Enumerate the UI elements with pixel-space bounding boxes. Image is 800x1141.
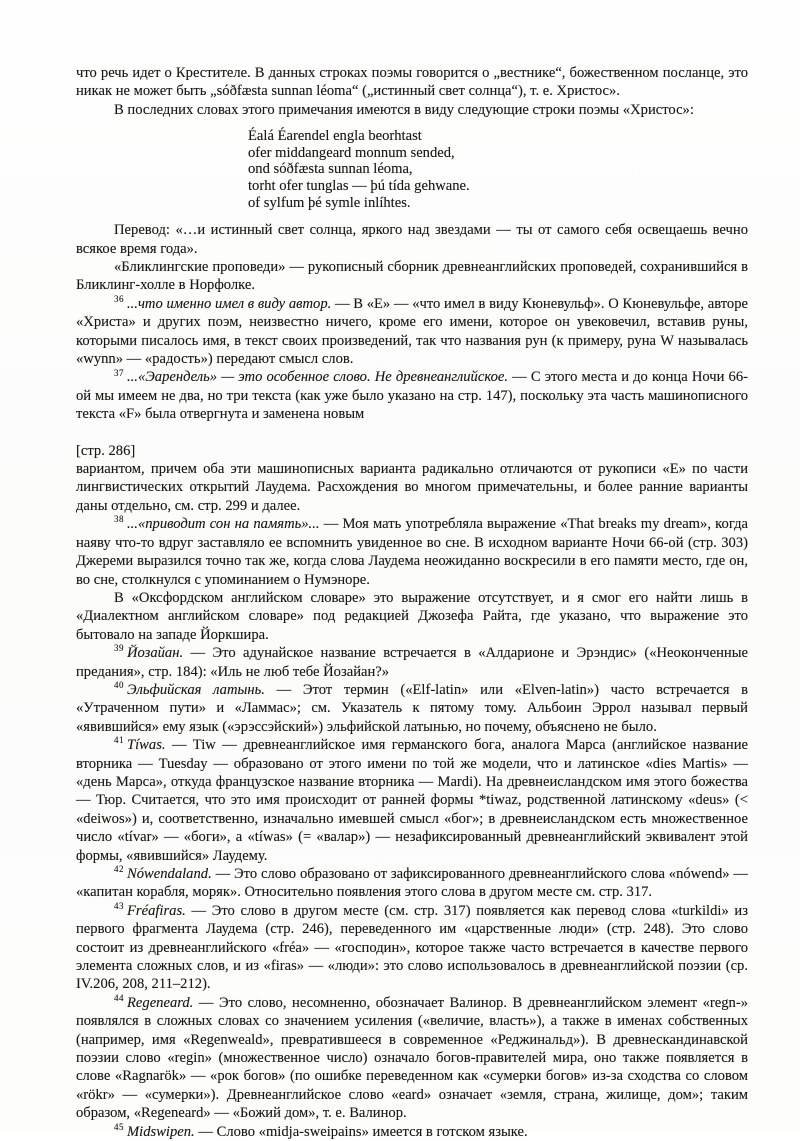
footnote-number: 41	[114, 735, 124, 746]
poem-line: of sylfum þé symle inlíhtes.	[248, 194, 411, 211]
body-paragraph	[76, 221, 748, 258]
text-segment: — Tiw — древнеанглийское имя германского бога, аналога Марса (английское название вторника — Tuesday — образовано от этого имени по той же модели, что и латинское «dies Martis» — «день Марса», откуда французское название вторника — Mardi). На древнеисландском имя этого божества — Тюр. Считается, что это имя происходит от ранней формы *tiwaz, родственной латинскому «deus» (< «deiwos») и, соответственно, изначально имевшей смысл «бог»; в древнеисландском есть множественное число «tívar» — «боги», а «tíwas» (= «валар») — незафиксированный древнеанглийский эквивалент этой формы, «явившийся» Лаудему.	[76, 737, 748, 864]
text-segment: В «Оксфордском английском словаре» это выражение отсутствует, и я смог его найти лишь в «Диалектном английском словаре» под редакцией Джозефа Райта, где указано, что выражение это бытовало на западе Йоркшира.	[76, 589, 748, 643]
text-segment: Эльфийская латынь.	[127, 681, 265, 698]
text-segment: — Моя мать употребляла выражение «That breaks my dream», когда наяву что-то вдруг заставляло ее вспомнить увиденное во сне. В исходном варианте Ночи 66-ой (стр. 303) Джереми выразился точно так же, когда слова Лаудема неожиданно воскресили в его памяти место, где он, во сне, столкнулся с упоминанием о Нумэноре.	[76, 516, 748, 588]
text-segment: Tíwas.	[127, 737, 166, 754]
poem-line: ofer middangeard monnum sended,	[248, 144, 455, 161]
footnote-number: 44	[114, 992, 124, 1003]
text-segment: — Это слово, несомненно, обозначает Валинор. В древнеанглийском элемент «regn-» появлялся в сложных словах со значением усиления («величие, власть»), а также в именах собственных (например, имя «Regenweald», превратившееся в современное «Реджинальд»). В древнескандинавской поэзии слово «regin» (множественное число) означало богов-правителей мира, оно также появляется в слове «Ragnarök» — «рок богов» (по ошибке переведенном как «сумерки богов» из-за сходства со словом «rökr» — «сумерки»). Древнеанглийское слово «eard» означает «земля, страна, жилище, дом»; таким образом, «Regeneard» — «Божий дом», т. е. Валинор.	[76, 994, 748, 1122]
text-segment: ...«приводит сон на память»...	[127, 516, 320, 533]
text-segment: «Бликлингские проповеди» — рукописный сборник древнеанглийских проповедей, сохранившийся в Бликлинг-холле в Норфолке.	[76, 259, 748, 294]
text-segment: Nówendaland.	[127, 866, 212, 882]
text-segment: что речь идет о Крестителе. В данных строках поэмы говорится о „вестнике“, божественном посланце, это никак не может быть „sóðfæsta sunnan léoma“ („истинный свет солнца“), т. е. Христос».	[76, 65, 748, 100]
text-segment: — Этот термин («Elf-latin» или «Elven-latin») часто встречается в «Утраченном пути» и «Ламмас»; см. Указатель к пятому тому. Альбоин Эррол называл первый «явившийся» ему язык («эрэссэйский») эльфийской латынью, но почему, объяснено не было.	[76, 681, 748, 735]
text-segment: — С этого места и до конца Ночи 66-ой мы имеем не два, но три текста (как уже было указано на стр. 147), поскольку эта часть машинописного текста «F» была отвергнута и заменена новым	[76, 369, 748, 423]
body-paragraph	[76, 258, 748, 295]
body-paragraph	[76, 589, 748, 644]
text-segment: Перевод: «…и истинный свет солнца, яркого над звездами — ты от самого себя освещаешь вечно всякое время года».	[76, 222, 748, 257]
poem-line: Éalá Éarendel engla beorhtast	[248, 128, 422, 145]
footnote-39	[76, 644, 748, 681]
footnote-36	[76, 295, 748, 369]
text-segment: ...что именно имел в виду автор.	[127, 295, 332, 312]
poem-block	[248, 128, 748, 211]
footnote-41	[76, 736, 748, 865]
footnote-number: 45	[114, 1121, 124, 1132]
text-segment: — Слово «midja-sweipains» имеется в готском языке.	[194, 1123, 528, 1140]
footnote-42	[76, 865, 748, 902]
poem-line: ond sóðfæsta sunnan léoma,	[248, 161, 413, 178]
text-segment: вариантом, причем оба эти машинописных варианта радикально отличаются от рукописи «Е» по части лингвистических открытий Лаудема. Расхождения во многом примечательны, и более ранние варианты даны отдельно, см. стр. 299 и далее.	[76, 461, 748, 514]
text-segment: ...«Эарендель» — это особенное слово. Не древнеанглийское.	[127, 369, 509, 386]
text-segment: — В «Е» — «что имел в виду Кюневульф». О Кюневульфе, авторе «Христа» и других поэм, неизвестно ничего, кроме его имени, которое он увековечил, вставив руны, которыми писалось имя, в текст своих произведений, так что названия рун (к примеру, руна W называлась «wynn» — «радость») передают смысл слов.	[76, 295, 748, 368]
footnote-number: 38	[114, 514, 124, 525]
text-segment: — Это адунайское название встречается в «Алдарионе и Эрэндис» («Неоконченные предания», стр. 184): «Иль не люб тебе Йозайан?»	[76, 645, 748, 680]
text-segment: Midswipen.	[127, 1123, 195, 1140]
footnote-43	[76, 902, 748, 994]
text-segment: — Это слово образовано от зафиксированного древнеанглийского слова «nówend» — «капитан корабля, моряк». Относительно появления этого слова в другом месте см. стр. 317.	[76, 866, 748, 901]
text-segment: Regeneard.	[127, 994, 194, 1011]
footnote-number: 43	[114, 900, 124, 911]
footnote-number: 36	[114, 293, 124, 304]
footnote-number: 42	[114, 864, 124, 875]
footnote-44	[76, 994, 748, 1123]
text-segment: Fréafiras.	[127, 902, 186, 919]
footnote-45	[76, 1123, 748, 1141]
poem-line: torht ofer tunglas — þú tída gehwane.	[248, 178, 470, 194]
document-content	[76, 64, 748, 1141]
body-paragraph	[76, 460, 748, 515]
page-marker: [стр. 286]	[76, 442, 136, 459]
text-segment: В последних словах этого примечания имеются в виду следующие строки поэмы «Христос»:	[114, 101, 694, 118]
footnote-number: 39	[114, 643, 124, 654]
text-segment: Йозайан.	[127, 645, 184, 662]
text-segment: — Это слово в другом месте (см. стр. 317) появляется как перевод слова «turkildi» из первого фрагмента Лаудема (стр. 246), переведенного им «царственные люди» (стр. 248). Это слово состоит из древнеанглийского «fréa» — «господин», которое также часто встречается в качестве первого элемента сложных слов, и из «firas» — «люди»: это слово использовалось в древнеанглийской поэзии (ср. IV.206, 208, 211–212).	[76, 902, 748, 993]
footnote-38	[76, 515, 748, 589]
footnote-number: 40	[114, 680, 124, 691]
body-paragraph	[76, 64, 748, 101]
footnote-37	[76, 368, 748, 423]
footnote-40	[76, 681, 748, 736]
footnote-number: 37	[114, 367, 124, 378]
body-paragraph	[76, 101, 748, 119]
